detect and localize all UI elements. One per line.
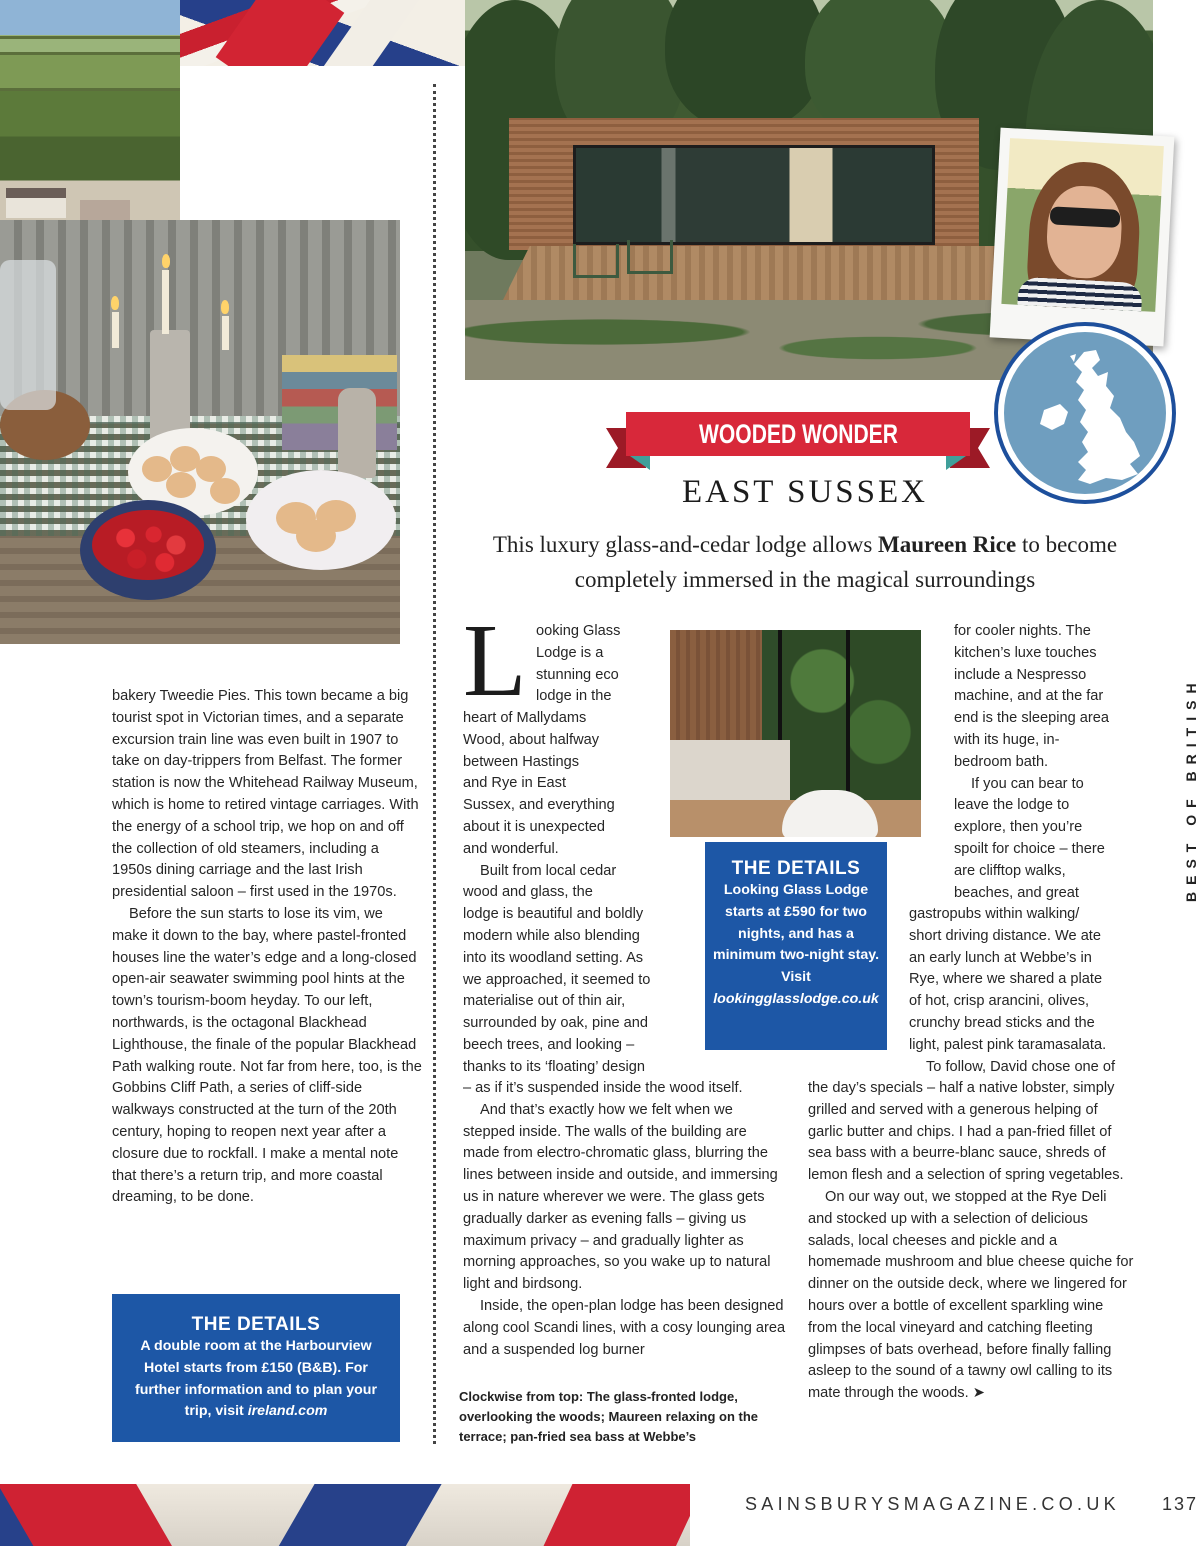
article-title: EAST SUSSEX	[681, 474, 929, 510]
uk-map-icon	[1026, 346, 1156, 496]
section-side-label: BEST OF BRITISH	[1183, 676, 1199, 902]
details-heading: THE DETAILS	[191, 1314, 321, 1335]
details-link-ireland[interactable]: ireland.com	[247, 1403, 328, 1420]
details-box-ireland	[112, 1294, 400, 1442]
author-name: Maureen Rice	[878, 532, 1017, 557]
uk-map-badge	[998, 326, 1172, 500]
details-link-lodge[interactable]: lookingglasslodge.co.uk	[713, 990, 879, 1007]
tea-table-photo	[0, 220, 400, 644]
left-paragraph-1: bakery Tweedie Pies. This town became a big tourist spot in Victorian times, and a separate excursion train line was even built in 1907 to take on day-trippers from Belfast. The former station is now the Whitehead Railway Museum, which is home to retired vintage carriages. With the energy of a school trip, we hop on and off the collection of old steamers, including a 1950s dining carriage and the last Irish presidential saloon – first used in the 1970s.	[112, 688, 419, 901]
column-divider	[433, 84, 436, 1444]
lodge-bedroom-photo	[670, 630, 921, 837]
union-flag-image-bottom	[0, 1484, 690, 1546]
section-banner	[606, 412, 990, 470]
drop-cap: L	[463, 603, 527, 718]
arrow-right-icon: ➤	[972, 1385, 985, 1402]
details-text: A double room at the Harbourview Hotel starts from £150 (B&B). For further information and to plan your trip, visit ireland.com	[135, 1338, 377, 1420]
article-col2-wrap-a: for cooler nights. The kitchen’s luxe touches include a Nespresso machine, and at the far end is the sleeping area with its huge, in- bedroom bath. If you can bear to leave the lodge to explore, then you’re spoilt for choice – there are clifftop walks, beaches, and great	[954, 623, 1109, 901]
union-flag-image-top	[180, 0, 465, 66]
countryside-photo	[0, 0, 180, 220]
article-col1-body	[463, 1078, 787, 1361]
col1-paragraph-3: Inside, the open-plan lodge has been designed along cool Scandi lines, with a cosy lounging area and a suspended log burner	[463, 1297, 786, 1358]
left-column-text	[112, 686, 422, 1209]
photo-caption: Clockwise from top: The glass-fronted lodge, overlooking the woods; Maureen relaxing on the terrace; pan-fried sea bass at Webbe’s	[459, 1389, 759, 1444]
col2-paragraph-2: On our way out, we stopped at the Rye Deli and stocked up with a selection of delicious salads, local cheeses and pickle and a homemade mushroom and blue cheese quiche for dinner on the outside deck, where we lingered for hours over a bottle of excellent sparkling wine from the local vineyard and catching fleeting glimpses of bats overhead, before finally falling asleep to the sound of a tawny owl calling to its mate through the woods. ➤	[808, 1188, 1134, 1402]
article-col2-body	[808, 1078, 1134, 1405]
article-col2-wrap-b: gastropubs within walking/ short driving distance. We ate an early lunch at Webbe’s in Rye, where we shared a plate of hot, crisp arancini, olives, crunchy bread sticks and the light, palest pink taramasalata. To follow, David chose one of	[909, 906, 1116, 1075]
footer-url[interactable]: SAINSBURYSMAGAZINE.CO.UK	[745, 1494, 1120, 1514]
col1-paragraph-2: And that’s exactly how we felt when we stepped inside. The walls of the building are made from electro-chromatic glass, blurring the lines between inside and outside, and immersing us in nature wherever we were. The glass gets gradually darker as evening falls – giving us maximum privacy – and gradually lighter as morning approaches, so you wake up to natural light and birdsong.	[463, 1101, 778, 1293]
article-col1-wrap-a: ooking Glass Lodge is a stunning eco lodge in the	[536, 623, 621, 705]
page-number: 137	[1162, 1494, 1199, 1514]
banner-label: WOODED WONDER	[698, 418, 898, 449]
standfirst: This luxury glass-and-cedar lodge allows Maureen Rice to become completely immersed in the magical surroundings	[492, 532, 1118, 592]
details-heading: THE DETAILS	[731, 858, 861, 879]
col2-paragraph-1: the day’s specials – half a native lobster, simply grilled and served with a generous helping of garlic butter and chips. I had a pan-fried fillet of sea bass with a beurre-blanc sauce, shreds of lemon flesh and a selection of spring vegetables.	[808, 1080, 1124, 1184]
col1-paragraph-1: – as if it’s suspended inside the wood itself.	[463, 1080, 743, 1096]
author-polaroid-photo	[990, 128, 1175, 347]
details-text: Looking Glass Lodge starts at £590 for two nights, and has a minimum two-night stay. Visit lookingglasslodge.co.uk	[712, 882, 880, 1007]
left-paragraph-2: Before the sun starts to lose its vim, we make it down to the bay, where pastel-fronted houses line the water’s edge and a long-closed open-air seawater swimming pool hints at the town’s tourism-boom heyday. To our left, northwards, is the octagonal Blackhead Lighthouse, the finale of the popular Blackhead Path walking route. Not far from here, too, is the Gobbins Cliff Path, a series of cliff-side walkways constructed at the turn of the 20th century, hoping to reopen next year after a closure due to rockfall. I make a mental note that there’s a return trip, and more coastal dreaming, to be done.	[112, 905, 422, 1206]
article-col1-wrap-b: heart of Mallydams Wood, about halfway between Hastings and Rye in East Sussex, and everything about it is unexpected and wonderful. Built from local cedar wood and glass, the lodge is beautiful and boldly modern while also blending into its woodland setting. As we approached, it seemed to materialise out of thin air, surrounded by oak, pine and beech trees, and looking – thanks to its ‘floating’ design	[463, 710, 651, 1075]
details-box-lodge	[705, 842, 887, 1050]
